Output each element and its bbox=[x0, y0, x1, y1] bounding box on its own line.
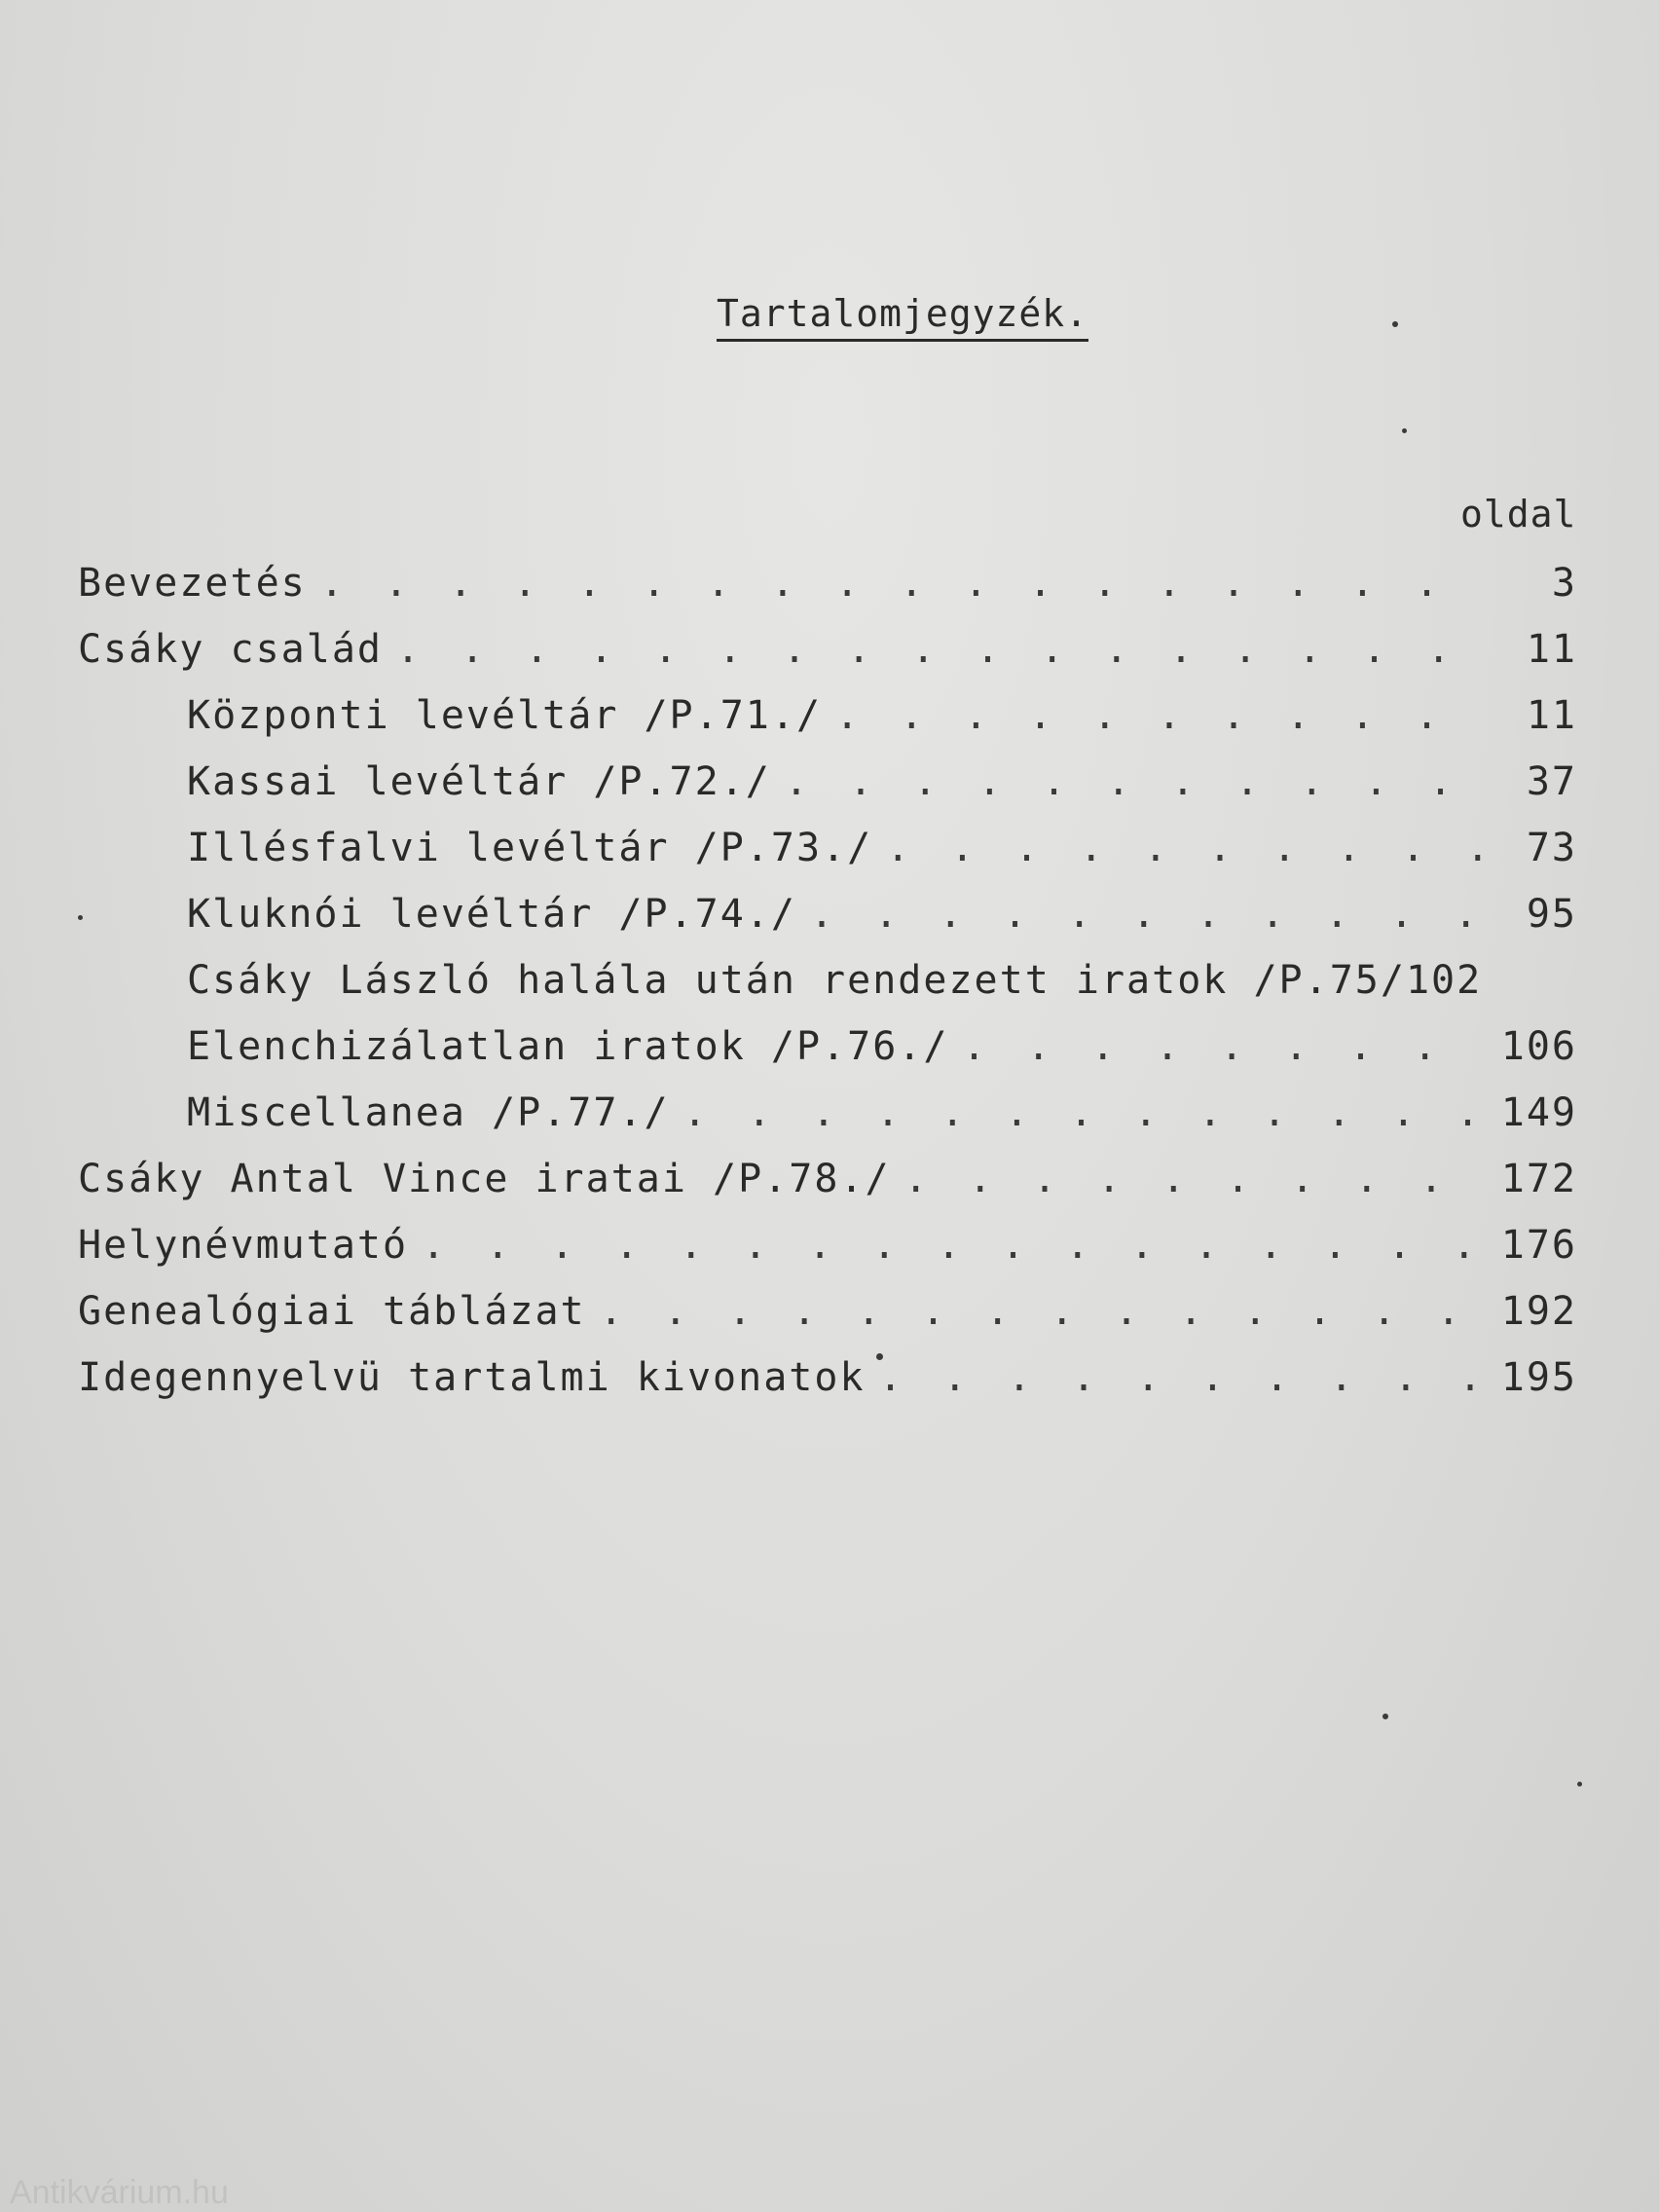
title-text: Tartalomjegyzék. bbox=[717, 292, 1088, 342]
paper-speck bbox=[1402, 428, 1407, 433]
toc-entry-label: Miscellanea /P.77./ bbox=[187, 1090, 670, 1135]
dot-leader bbox=[810, 892, 1486, 937]
toc-entry-page: 192 bbox=[1500, 1289, 1577, 1334]
toc-entry-page: 95 bbox=[1526, 892, 1577, 937]
dot-leader bbox=[886, 826, 1486, 870]
toc-entry-label: Kluknói levéltár /P.74./ bbox=[187, 892, 796, 937]
paper-speck bbox=[1382, 1714, 1388, 1719]
toc-entry bbox=[78, 1289, 1577, 1355]
toc-entry-label: Központi levéltár /P.71./ bbox=[187, 693, 823, 738]
dot-leader bbox=[683, 1090, 1486, 1135]
toc-entry bbox=[78, 1157, 1577, 1223]
toc-subentry bbox=[78, 1024, 1577, 1090]
toc-entry bbox=[78, 627, 1577, 693]
toc-entry bbox=[78, 561, 1577, 627]
toc-entry-label: Idegennyelvü tartalmi kivonatok bbox=[78, 1355, 866, 1400]
toc-entry-page: 37 bbox=[1526, 759, 1577, 804]
dot-leader bbox=[962, 1024, 1486, 1069]
toc-entry-page: 3 bbox=[1551, 561, 1577, 606]
toc-entry-page: 195 bbox=[1500, 1355, 1577, 1400]
dot-leader bbox=[320, 561, 1486, 606]
table-of-contents bbox=[78, 561, 1577, 1421]
toc-entry-page: 172 bbox=[1500, 1157, 1577, 1201]
toc-entry-label: Csáky László halála után rendezett iratok /P.75/ bbox=[187, 958, 1406, 1003]
toc-entry bbox=[78, 1223, 1577, 1289]
toc-subentry bbox=[78, 759, 1577, 826]
toc-entry-page: 11 bbox=[1526, 627, 1577, 672]
toc-entry-label: Csáky család bbox=[78, 627, 383, 672]
paper-speck bbox=[1577, 1782, 1582, 1787]
watermark-text: Antikvárium.hu bbox=[10, 2174, 229, 2211]
dot-leader bbox=[904, 1157, 1486, 1201]
toc-entry bbox=[78, 1355, 1577, 1421]
document-title bbox=[0, 292, 1659, 335]
toc-entry-label: Elenchizálatlan iratok /P.76./ bbox=[187, 1024, 949, 1069]
toc-entry-page: 73 bbox=[1526, 826, 1577, 870]
paper-speck bbox=[1392, 321, 1398, 327]
toc-entry-label: Bevezetés bbox=[78, 561, 307, 606]
dot-leader bbox=[600, 1289, 1486, 1334]
toc-entry-page: 149 bbox=[1500, 1090, 1577, 1135]
toc-entry-label: Illésfalvi levéltár /P.73./ bbox=[187, 826, 873, 870]
paper-speck bbox=[78, 915, 83, 920]
toc-subentry bbox=[78, 693, 1577, 759]
toc-entry-label: Helynévmutató bbox=[78, 1223, 409, 1268]
toc-entry-page: 102 bbox=[1405, 958, 1483, 1003]
toc-entry-label: Kassai levéltár /P.72./ bbox=[187, 759, 771, 804]
toc-subentry bbox=[78, 1090, 1577, 1157]
dot-leader bbox=[785, 759, 1486, 804]
dot-leader bbox=[879, 1355, 1486, 1400]
toc-entry-page: 11 bbox=[1526, 693, 1577, 738]
dot-leader bbox=[396, 627, 1486, 672]
page-column-header: oldal bbox=[1460, 493, 1577, 535]
toc-subentry bbox=[78, 892, 1577, 958]
paper-speck bbox=[876, 1353, 883, 1360]
toc-subentry bbox=[78, 958, 1577, 1024]
toc-entry-label: Genealógiai táblázat bbox=[78, 1289, 586, 1334]
toc-entry-label: Csáky Antal Vince iratai /P.78./ bbox=[78, 1157, 891, 1201]
dot-leader bbox=[835, 693, 1486, 738]
toc-entry-page: 176 bbox=[1500, 1223, 1577, 1268]
toc-entry-page: 106 bbox=[1500, 1024, 1577, 1069]
dot-leader bbox=[422, 1223, 1486, 1268]
toc-subentry bbox=[78, 826, 1577, 892]
